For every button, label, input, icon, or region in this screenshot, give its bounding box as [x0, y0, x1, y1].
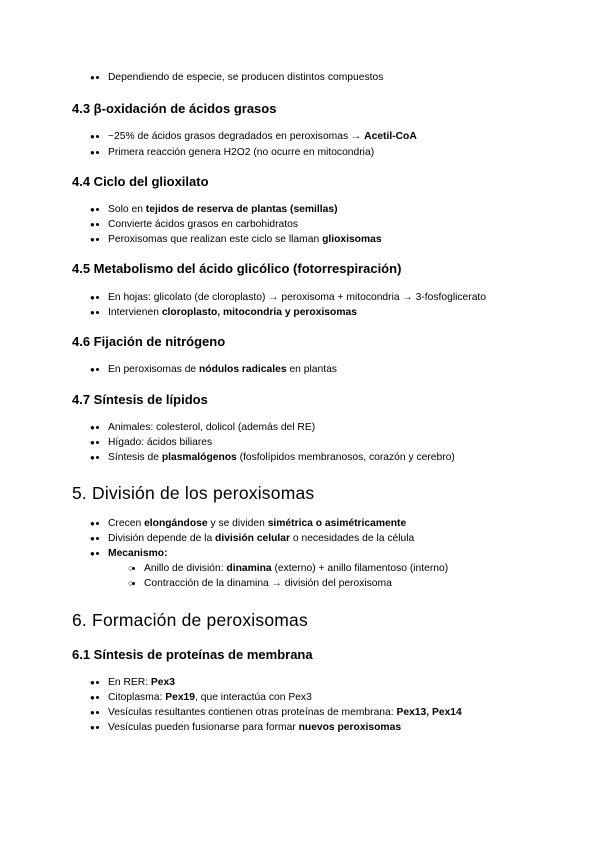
bullet-icon: ● — [90, 453, 95, 462]
list-item: • Animales: colesterol, dolicol (además del RE) — [108, 420, 315, 435]
list-item: • División depende de la división celular o necesidades de la célula — [108, 531, 414, 546]
list-item: • En hojas: glicolato (de cloroplasto) → peroxisoma + mitocondria → 3-fosfoglicerato — [108, 290, 486, 305]
sub-list-item: • Anillo de división: dinamina (externo) + anillo filamentoso (interno) — [144, 561, 448, 576]
bullet-icon: ● — [90, 148, 95, 157]
bullet-icon: ● — [90, 519, 95, 528]
list-item: • Mecanismo: — [108, 546, 168, 561]
list-item: • Hígado: ácidos biliares — [108, 435, 212, 450]
list-item: • Síntesis de plasmalógenos (fosfolípidos membranosos, corazón y cerebro) — [108, 450, 455, 465]
heading-4-6: 4.6 Fijación de nitrógeno — [72, 334, 226, 349]
bullet-icon: ● — [90, 678, 95, 687]
list-item: • Convierte ácidos grasos en carbohidratos — [108, 217, 298, 232]
list-item: • ~25% de ácidos grasos degradados en peroxisomas → Acetil-CoA — [108, 129, 417, 144]
list-item: • En RER: Pex3 — [108, 675, 175, 690]
list-item: • Solo en tejidos de reserva de plantas (semillas) — [108, 202, 338, 217]
bullet-icon: ● — [90, 708, 95, 717]
heading-6-1: 6.1 Síntesis de proteínas de membrana — [72, 647, 313, 662]
list-item: • En peroxisomas de nódulos radicales en plantas — [108, 362, 337, 377]
list-item: • Intervienen cloroplasto, mitocondria y peroxisomas — [108, 305, 357, 320]
bullet-icon: ● — [90, 235, 95, 244]
bullet-icon: ● — [90, 723, 95, 732]
list-item: • Vesículas resultantes contienen otras proteínas de membrana: Pex13, Pex14 — [108, 705, 462, 720]
list-item: • Peroxisomas que realizan este ciclo se llaman glioxisomas — [108, 232, 382, 247]
heading-4-7: 4.7 Síntesis de lípidos — [72, 392, 208, 407]
bullet-icon: ● — [90, 220, 95, 229]
bullet-icon: ● — [90, 534, 95, 543]
bullet-icon: ● — [90, 438, 95, 447]
list-item: • Crecen elongándose y se dividen simétrica o asimétricamente — [108, 516, 406, 531]
bullet-icon: ● — [90, 423, 95, 432]
bullet-icon: ● — [90, 293, 95, 302]
heading-4-4: 4.4 Ciclo del glioxilato — [72, 174, 209, 189]
bullet-icon: ● — [90, 365, 95, 374]
heading-6: 6. Formación de peroxisomas — [72, 610, 308, 630]
list-item: • Dependiendo de especie, se producen distintos compuestos — [108, 70, 383, 85]
bullet-icon: ● — [90, 132, 95, 141]
sub-bullet-icon: ○ — [128, 578, 134, 588]
list-item: • Primera reacción genera H2O2 (no ocurre en mitocondria) — [108, 145, 374, 160]
bullet-icon: ● — [90, 308, 95, 317]
bullet-icon: ● — [90, 205, 95, 214]
list-item: • Citoplasma: Pex19, que interactúa con Pex3 — [108, 690, 312, 705]
heading-4-3: 4.3 β-oxidación de ácidos grasos — [72, 101, 277, 116]
bullet-icon: ● — [90, 693, 95, 702]
heading-4-5: 4.5 Metabolismo del ácido glicólico (fotorrespiración) — [72, 261, 402, 276]
sub-list-item: • Contracción de la dinamina → división del peroxisoma — [144, 576, 392, 591]
bullet-icon: ● — [90, 549, 95, 558]
list-item: • Vesículas pueden fusionarse para formar nuevos peroxisomas — [108, 720, 401, 735]
sub-bullet-icon: ○ — [128, 563, 134, 573]
heading-5: 5. División de los peroxisomas — [72, 483, 315, 503]
bullet-icon: ● — [90, 73, 95, 82]
